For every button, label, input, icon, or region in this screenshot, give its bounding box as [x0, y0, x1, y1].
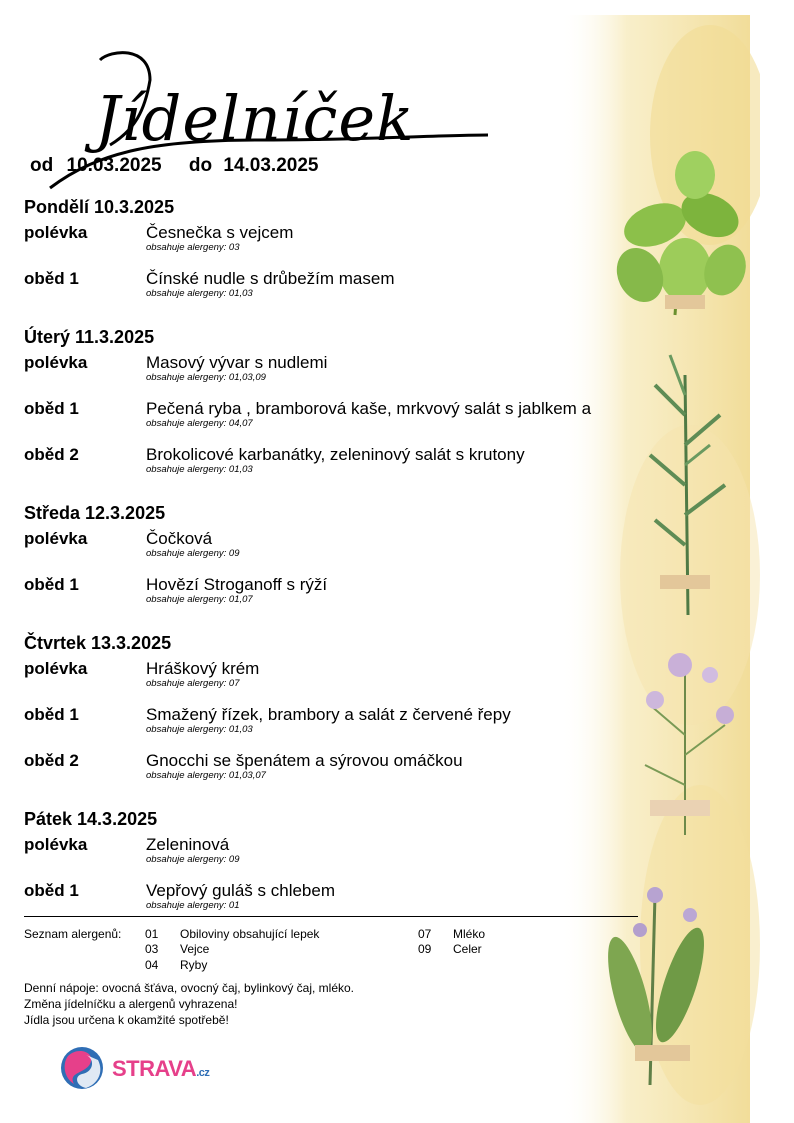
- meal-row: [24, 880, 664, 926]
- meal-name: Čočková: [146, 529, 213, 548]
- note-drinks: Denní nápoje: ovocná šťáva, ovocný čaj, bylinkový čaj, mléko.: [24, 981, 355, 995]
- divider: [24, 916, 638, 917]
- meal-row: [24, 750, 664, 796]
- meal-type: polévka: [24, 353, 88, 372]
- allergen-item: [418, 927, 485, 942]
- meal-row: [24, 658, 664, 704]
- meal-type: polévka: [24, 223, 88, 242]
- strava-logo[interactable]: [60, 1042, 210, 1094]
- meal-name: Gnocchi se špenátem a sýrovou omáčkou: [146, 751, 463, 770]
- meal-name: Smažený řízek, brambory a salát z červené řepy: [146, 705, 511, 724]
- strava-logo-icon: [60, 1042, 108, 1094]
- meal-row: [24, 834, 664, 880]
- meal-type: oběd 2: [24, 751, 79, 770]
- allergen-name: Obiloviny obsahující lepek: [180, 927, 320, 941]
- allergen-name: Vejce: [180, 942, 210, 956]
- meal-name: Brokolicové karbanátky, zeleninový salát s krutony: [146, 445, 525, 464]
- meal-name: Masový vývar s nudlemi: [146, 353, 328, 372]
- meal-type: oběd 1: [24, 399, 79, 418]
- logo-text: STRAVA: [112, 1056, 197, 1081]
- meal-allergens: obsahuje alergeny: 07: [146, 678, 240, 689]
- meal-name: Hráškový krém: [146, 659, 260, 678]
- meal-type: oběd 1: [24, 881, 79, 900]
- note-consumption: Jídla jsou určena k okamžité spotřebě!: [24, 1013, 229, 1027]
- strava-logo-text: [112, 1056, 209, 1082]
- day-title: Středa 12.3.2025: [24, 503, 166, 523]
- footer-notes: [24, 980, 354, 1028]
- allergen-name: Ryby: [180, 958, 208, 972]
- meal-name: Pečená ryba , bramborová kaše, mrkvový salát s jablkem a: [146, 399, 592, 418]
- meal-allergens: obsahuje alergeny: 01,03: [146, 464, 253, 475]
- allergen-item: [418, 942, 482, 957]
- meal-row: [24, 222, 664, 268]
- meal-name: Hovězí Stroganoff s rýží: [146, 575, 328, 594]
- allergen-name: Celer: [453, 942, 482, 956]
- day-title: Úterý 11.3.2025: [24, 327, 155, 347]
- allergen-item: [145, 942, 209, 957]
- day-title: Pondělí 10.3.2025: [24, 197, 175, 217]
- meal-name: Česnečka s vejcem: [146, 223, 294, 242]
- meal-row: [24, 528, 664, 574]
- day-block: [24, 632, 664, 796]
- meal-row: [24, 352, 664, 398]
- meal-type: oběd 1: [24, 575, 79, 594]
- meal-type: oběd 2: [24, 445, 79, 464]
- date-range: [30, 155, 318, 177]
- meal-row: [24, 574, 664, 620]
- day-block: [24, 502, 664, 620]
- meal-allergens: obsahuje alergeny: 09: [146, 548, 240, 559]
- page-title: Jídelníček: [95, 82, 415, 155]
- meal-allergens: obsahuje alergeny: 03: [146, 242, 240, 253]
- meal-allergens: obsahuje alergeny: 01,03,07: [146, 770, 266, 781]
- allergen-item: [145, 927, 319, 942]
- date-to-label: do: [188, 155, 213, 176]
- meal-allergens: obsahuje alergeny: 09: [146, 854, 240, 865]
- meal-allergens: obsahuje alergeny: 01,03: [146, 724, 253, 735]
- meal-allergens: obsahuje alergeny: 04,07: [146, 418, 253, 429]
- meal-name: Vepřový guláš s chlebem: [146, 881, 335, 900]
- logo-suffix: .cz: [196, 1067, 210, 1079]
- allergen-code: 01: [145, 927, 159, 941]
- meal-allergens: obsahuje alergeny: 01: [146, 900, 240, 911]
- meal-allergens: obsahuje alergeny: 01,03,09: [146, 372, 266, 383]
- day-title: Pátek 14.3.2025: [24, 809, 158, 829]
- meal-row: [24, 444, 664, 490]
- allergen-name: Mléko: [453, 927, 486, 941]
- date-to: 14.03.2025: [223, 155, 319, 176]
- day-title: Čtvrtek 13.3.2025: [24, 633, 172, 653]
- day-block: [24, 808, 664, 926]
- meal-type: oběd 1: [24, 705, 79, 724]
- meal-row: [24, 268, 664, 314]
- meal-row: [24, 704, 664, 750]
- allergen-item: [145, 958, 207, 973]
- meal-allergens: obsahuje alergeny: 01,07: [146, 594, 253, 605]
- allergen-code: 03: [145, 942, 159, 956]
- meal-type: polévka: [24, 659, 88, 678]
- meal-type: oběd 1: [24, 269, 79, 288]
- meal-type: polévka: [24, 835, 88, 854]
- day-block: [24, 326, 664, 490]
- meal-row: [24, 398, 664, 444]
- allergen-legend-label: Seznam alergenů:: [24, 927, 122, 941]
- allergen-code: 07: [418, 927, 432, 941]
- date-from: 10.03.2025: [66, 155, 162, 176]
- note-changes: Změna jídelníčku a alergenů vyhrazena!: [24, 997, 238, 1011]
- meal-name: Čínské nudle s drůbežím masem: [146, 269, 395, 288]
- allergen-code: 09: [418, 942, 432, 956]
- allergen-code: 04: [145, 958, 159, 972]
- weekly-menu: [24, 196, 664, 938]
- day-block: [24, 196, 664, 314]
- meal-name: Zeleninová: [146, 835, 230, 854]
- date-from-label: od: [30, 155, 54, 176]
- meal-type: polévka: [24, 529, 88, 548]
- meal-allergens: obsahuje alergeny: 01,03: [146, 288, 253, 299]
